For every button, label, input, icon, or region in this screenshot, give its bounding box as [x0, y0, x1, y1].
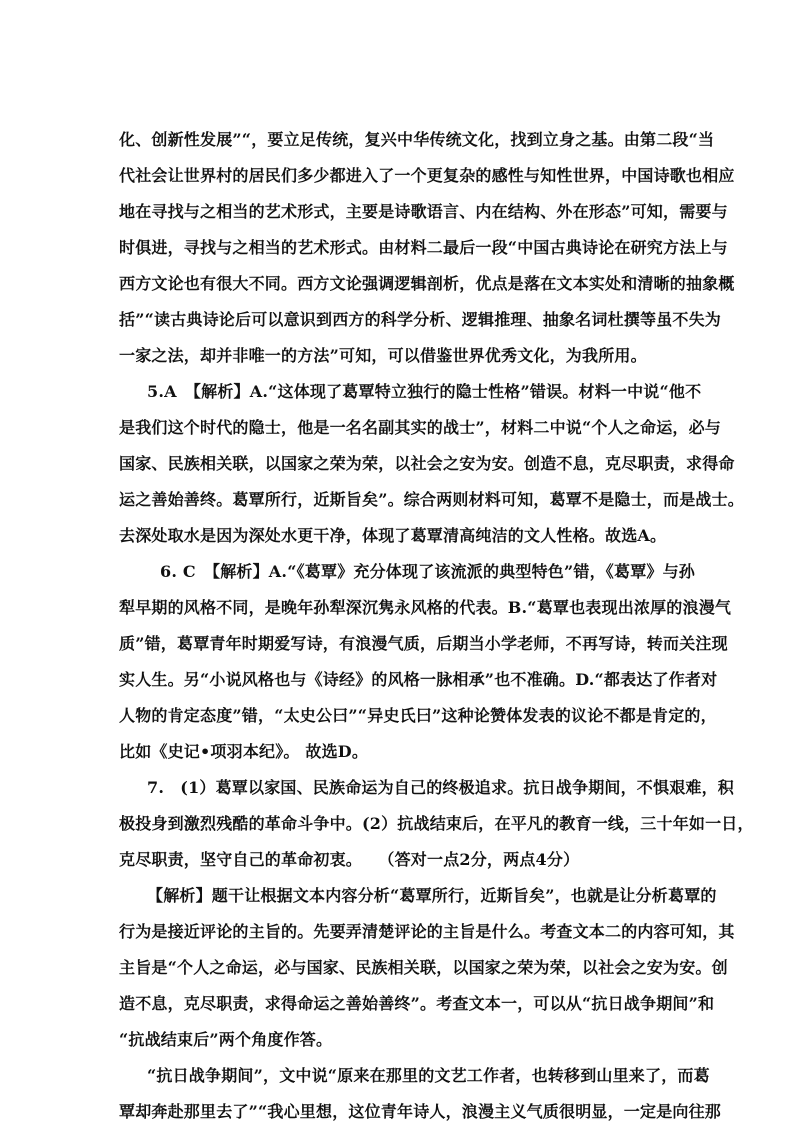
text-line: 去深处取水是因为深处水更干净，体现了葛覃清高纯洁的文人性格。故选A。 — [119, 526, 667, 545]
text-line: 极投身到激烈残酷的革命斗争中。(2）抗战结束后，在平凡的教育一线，三十年如一日， — [119, 814, 754, 833]
text-line: 造不息，克尽职责，求得命运之善始善终”。考查文本一，可以从“抗日战争期间”和 — [119, 994, 715, 1013]
text-line: 括”“读古典诗论后可以意识到西方的科学分析、逻辑推理、抽象名词杜撰等虽不失为 — [119, 310, 722, 329]
text-line: 比如《史记•项羽本纪》。 故选D。 — [119, 742, 369, 761]
text-line: 覃却奔赴那里去了”“我心里想，这位青年诗人，浪漫主义气质很明显，一定是向往那 — [119, 1102, 722, 1121]
text-line: 代社会让世界村的居民们多少都进入了一个更复杂的感性与知性世界，中国诗歌也相应 — [119, 166, 735, 185]
text-line: 是我们这个时代的隐士，他是一名名副其实的战士”，材料二中说“个人之命运，必与 — [119, 418, 722, 437]
text-line: 国家、民族相关联，以国家之荣为荣，以社会之安为安。创造不息，克尽职责，求得命 — [119, 454, 735, 473]
text-line: 人物的肯定态度”错，“太史公曰”“异史氏曰”这种论赞体发表的议论不都是肯定的， — [119, 706, 717, 725]
text-line: 西方文论也有很大不同。西方文论强调逻辑剖析，优点是落在文本实处和清晰的抽象概 — [119, 274, 735, 293]
answer-7-line: 7. (1）葛覃以家国、民族命运为自己的终极追求。抗日战争期间，不惧艰难，积 — [147, 778, 735, 797]
answer-5-line: 5.A 【解析】A.“这体现了葛覃特立独行的隐士性格”错误。材料一中说“他不 — [147, 382, 702, 401]
text-line: 化、创新性发展”“，要立足传统，复兴中华传统文化，找到立身之基。由第二段“当 — [119, 130, 715, 149]
text-line: 质”错，葛覃青年时期爱写诗，有浪漫气质，后期当小学老师，不再写诗，转而关注现 — [119, 634, 728, 653]
text-line: “抗日战争期间”，文中说“原来在那里的文艺工作者，也转移到山里来了，而葛 — [147, 1066, 710, 1085]
analysis-line: 【解析】题干让根据文本内容分析“葛覃所行，近斯旨矣”，也就是让分析葛覃的 — [147, 886, 717, 905]
text-line: 实人生。另“小说风格也与《诗经》的风格一脉相承”也不准确。D.“都表达了作者对 — [119, 670, 718, 689]
text-line: 地在寻找与之相当的艺术形式，主要是诗歌语言、内在结构、外在形态”可知，需要与 — [119, 202, 728, 221]
text-line: “抗战结束后”两个角度作答。 — [119, 1030, 333, 1049]
text-line: 运之善始善终。葛覃所行，近斯旨矣”。综合两则材料可知，葛覃不是隐士，而是战士。 — [119, 490, 745, 509]
text-line: 犁早期的风格不同，是晚年孙犁深沉隽永风格的代表。B.“葛覃也表现出浓厚的浪漫气 — [119, 598, 732, 617]
text-line: 主旨是“个人之命运，必与国家、民族相关联，以国家之荣为荣，以社会之安为安。创 — [119, 958, 728, 977]
text-line: 行为是接近评论的主旨的。先要弄清楚评论的主旨是什么。考查文本二的内容可知，其 — [119, 922, 735, 941]
answer-6-line: 6. C 【解析】A.“《葛覃》充分体现了该流派的典型特色”错，《葛覃》与孙 — [160, 562, 695, 581]
text-line: 克尽职责，坚守自己的革命初衷。 （答对一点2分，两点4分） — [119, 850, 580, 869]
text-line: 时俱进，寻找与之相当的艺术形式。由材料二最后一段“中国古典诗论在研究方法上与 — [119, 238, 728, 257]
text-line: 一家之法，却并非唯一的方法”可知，可以借鉴世界优秀文化，为我所用。 — [119, 346, 647, 365]
